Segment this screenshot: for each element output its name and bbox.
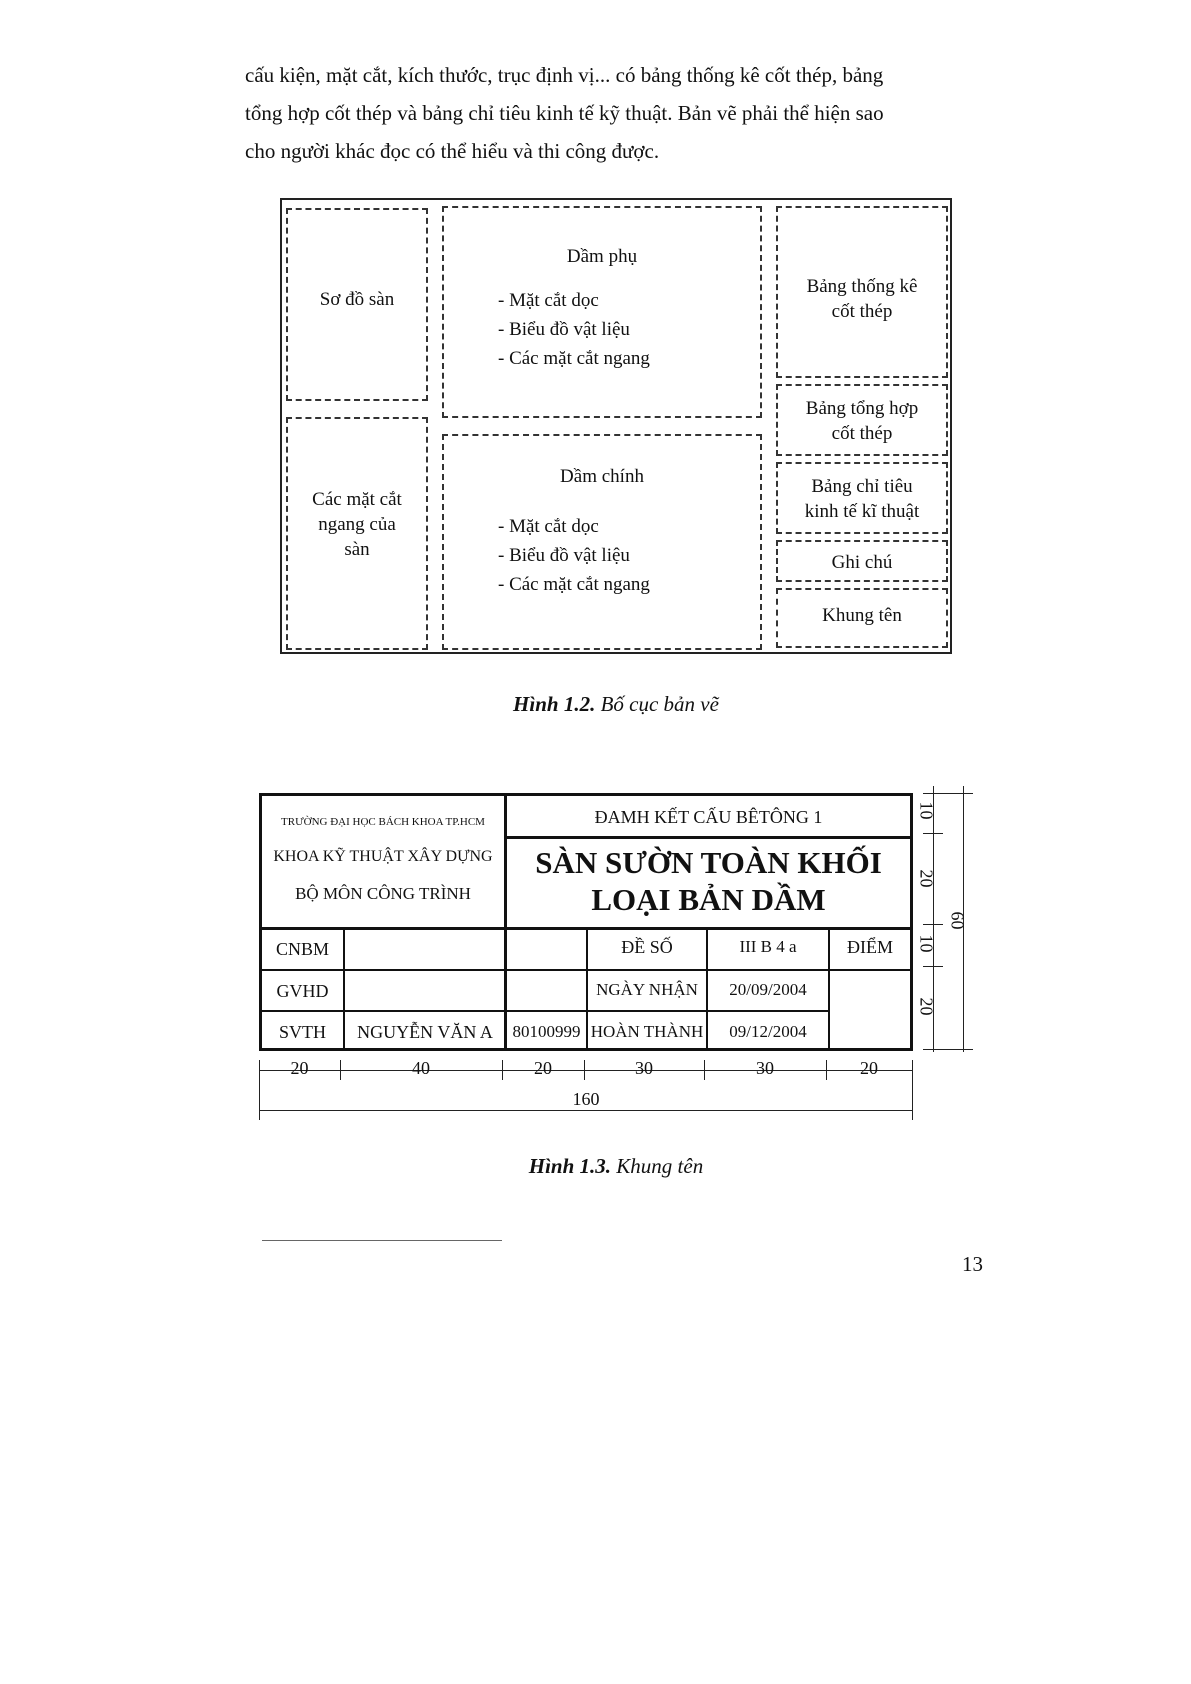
assignment-number-value: III B 4 a xyxy=(739,937,797,956)
faculty-name: KHOA KỸ THUẬT XÂY DỰNG xyxy=(273,848,493,865)
body-paragraph xyxy=(245,56,990,170)
economic-indicators-line-1: Bảng chỉ tiêu xyxy=(811,476,913,497)
notes-label: Ghi chú xyxy=(831,552,893,573)
student-id: 80100999 xyxy=(512,1022,581,1041)
main-beam-box xyxy=(442,434,762,650)
steel-statistics-line-1: Bảng thống kê xyxy=(806,276,918,297)
dimension-total-width: 160 xyxy=(572,1089,600,1109)
paragraph-line-2: tổng hợp cốt thép và bảng chỉ tiêu kinh tế kỹ thuật. Bản vẽ phải thể hiện sao xyxy=(245,101,884,125)
completed-date-label: HOÀN THÀNH xyxy=(590,1022,704,1041)
dimension-label: 10 xyxy=(916,801,937,820)
dimension-label: 20 xyxy=(916,869,937,888)
secondary-beam-item: - Biểu đồ vật liệu xyxy=(498,319,630,340)
figure-1-2-title: Bố cục bản vẽ xyxy=(595,692,719,716)
student-name: NGUYỄN VĂN A xyxy=(357,1022,493,1042)
dimension-total-height: 60 xyxy=(947,911,968,930)
main-beam-item: - Biểu đồ vật liệu xyxy=(498,545,630,566)
economic-indicators-line-2: kinh tế kĩ thuật xyxy=(804,501,920,522)
floor-sections-line-2: ngang của xyxy=(318,514,396,535)
main-beam-item: - Mặt cắt dọc xyxy=(498,516,599,537)
economic-indicators-box xyxy=(776,462,948,534)
assignment-number-label: ĐỀ SỐ xyxy=(621,937,673,957)
floor-plan-box xyxy=(286,208,428,401)
completed-date-value: 09/12/2004 xyxy=(729,1022,807,1041)
floor-sections-line-3: sàn xyxy=(344,539,370,560)
department-name: BỘ MÔN CÔNG TRÌNH xyxy=(295,884,471,903)
svth-label: SVTH xyxy=(278,1022,326,1042)
secondary-beam-item: - Các mặt cắt ngang xyxy=(498,348,650,369)
title-block-label: Khung tên xyxy=(822,605,902,626)
main-beam-title: Dầm chính xyxy=(560,466,644,487)
steel-statistics-line-2: cốt thép xyxy=(831,301,893,322)
footnote-rule xyxy=(262,1240,502,1241)
figure-1-2-number: Hình 1.2. xyxy=(513,692,596,716)
floor-sections-box xyxy=(286,417,428,650)
secondary-beam-item: - Mặt cắt dọc xyxy=(498,290,599,311)
received-date-value: 20/09/2004 xyxy=(729,980,807,999)
secondary-beam-box xyxy=(442,206,762,418)
school-name: TRƯỜNG ĐẠI HỌC BÁCH KHOA TP.HCM xyxy=(281,816,485,828)
dimension-label: 30 xyxy=(635,1058,653,1078)
paragraph-line-1: cấu kiện, mặt cắt, kích thước, trục định vị... có bảng thống kê cốt thép, bảng xyxy=(245,63,884,87)
steel-statistics-box xyxy=(776,206,948,378)
score-label: ĐIỂM xyxy=(847,937,893,957)
floor-sections-line-1: Các mặt cắt xyxy=(312,489,402,510)
drawing-title-line-1: SÀN SƯỜN TOÀN KHỐI xyxy=(535,845,882,880)
figure-1-3-title: Khung tên xyxy=(611,1154,704,1178)
paragraph-line-3: cho người khác đọc có thể hiểu và thi công được. xyxy=(245,139,660,163)
dimension-label: 10 xyxy=(916,934,937,953)
figure-1-3-caption xyxy=(280,1154,952,1179)
dimension-label: 20 xyxy=(860,1058,878,1078)
figure-1-2-caption xyxy=(280,692,952,717)
floor-plan-label: Sơ đồ sàn xyxy=(319,289,395,310)
project-name: ĐAMH KẾT CẤU BÊTÔNG 1 xyxy=(594,807,823,827)
gvhd-label: GVHD xyxy=(276,981,329,1001)
figure-1-3-number: Hình 1.3. xyxy=(528,1154,612,1178)
dimension-label: 30 xyxy=(756,1058,774,1078)
secondary-beam-title: Dầm phụ xyxy=(566,246,638,267)
dimension-label: 20 xyxy=(916,997,937,1016)
received-date-label: NGÀY NHẬN xyxy=(596,980,698,999)
page-number: 13 xyxy=(962,1252,983,1276)
steel-summary-line-1: Bảng tổng hợp xyxy=(805,398,919,419)
drawing-layout-figure xyxy=(280,198,952,654)
steel-summary-box xyxy=(776,384,948,456)
steel-summary-line-2: cốt thép xyxy=(831,423,893,444)
dimension-label: 40 xyxy=(412,1058,430,1078)
dimension-label: 20 xyxy=(534,1058,552,1078)
dimension-label: 20 xyxy=(290,1058,309,1078)
cnbm-label: CNBM xyxy=(275,939,329,959)
main-beam-item: - Các mặt cắt ngang xyxy=(498,574,650,595)
drawing-title-line-2: LOẠI BẢN DẦM xyxy=(591,882,826,917)
title-block-box xyxy=(776,588,948,648)
notes-box xyxy=(776,540,948,582)
title-block-table xyxy=(259,793,913,1051)
